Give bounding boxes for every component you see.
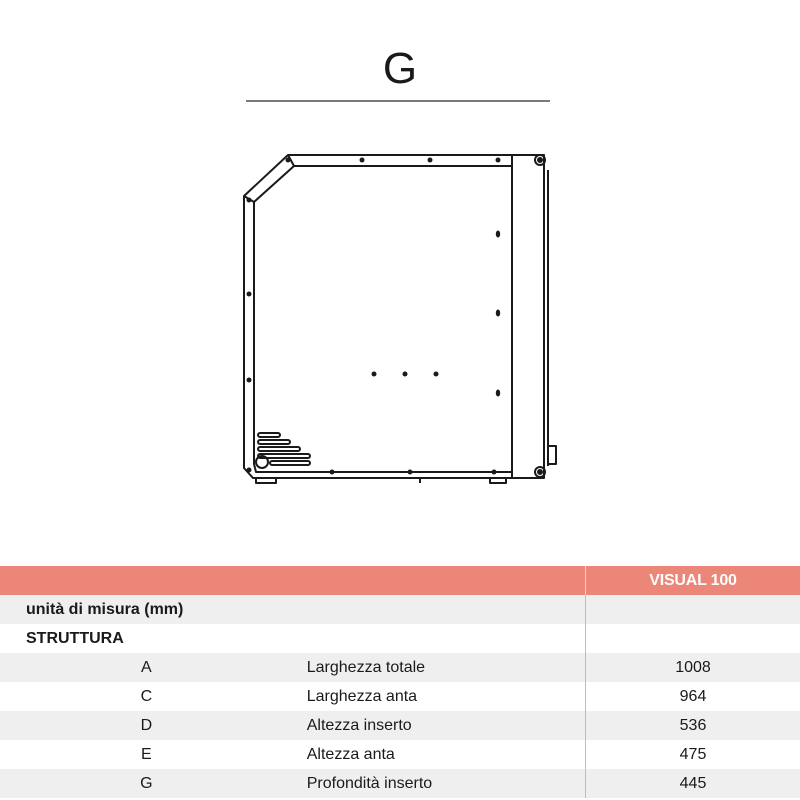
vent-slot	[270, 461, 310, 465]
row-label: Profondità inserto	[293, 769, 586, 798]
units-row	[0, 595, 800, 624]
table-header-row	[0, 566, 800, 595]
table-row	[0, 682, 800, 711]
vent-slot	[258, 447, 300, 451]
drawing-dimension-label: G	[382, 44, 418, 93]
row-value: 445	[586, 769, 800, 798]
section-label: STRUTTURA	[0, 624, 586, 653]
row-code: E	[0, 740, 293, 769]
row-value: 536	[586, 711, 800, 740]
header-empty-cell	[0, 566, 586, 595]
latch	[548, 446, 556, 464]
vent-slot	[258, 433, 280, 437]
section-row	[0, 624, 800, 653]
row-code: A	[0, 653, 293, 682]
table-row	[0, 653, 800, 682]
row-value: 1008	[586, 653, 800, 682]
row-label: Larghezza totale	[293, 653, 586, 682]
row-label: Larghezza anta	[293, 682, 586, 711]
row-value: 964	[586, 682, 800, 711]
row-code: C	[0, 682, 293, 711]
row-value: 475	[586, 740, 800, 769]
row-label: Altezza anta	[293, 740, 586, 769]
table-row	[0, 740, 800, 769]
row-label: Altezza inserto	[293, 711, 586, 740]
rivet-holes	[247, 158, 501, 475]
product-header: VISUAL 100	[586, 566, 800, 595]
row-code: G	[0, 769, 293, 798]
row-code: D	[0, 711, 293, 740]
vent-slot	[258, 440, 290, 444]
table-row	[0, 769, 800, 798]
specifications-table	[0, 566, 800, 798]
table-row	[0, 711, 800, 740]
foot-right	[490, 478, 506, 483]
foot-left	[256, 478, 276, 483]
units-label: unità di misura (mm)	[0, 595, 586, 624]
outer-frame	[244, 155, 544, 478]
inner-frame	[254, 166, 512, 472]
